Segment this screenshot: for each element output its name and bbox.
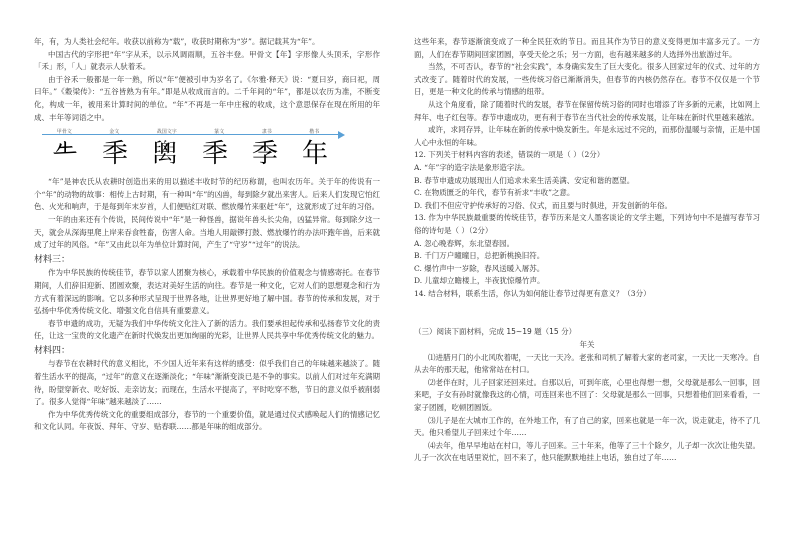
question-option: C. 爆竹声中一岁除，春风送暖入屠苏。 (414, 263, 545, 273)
script-label: 隶书 (261, 129, 272, 136)
continue-paragraph: 当然，不可否认，春节的“社会实践”，本身确实发生了巨大变化。很多人回家过年的仪式、过年的方式改变了。随着时代的发展，一些传统习俗已渐渐消失，但春节的内核仍然存在。春节不仅仅是一个节日，更是一种文化的传承与情感的纽带。 (414, 62, 760, 97)
legend-paragraph: 一年的由来还有个传说，民间传说中“年”是一种怪兽，据说年兽头长尖角，凶猛异常。每到除夕这一天，就会从深海里爬上岸来吞食牲畜，伤害人命。当地人用敲锣打鼓、燃放爆竹的办法吓跑年兽，后来就成了过年的风俗。“年”又由此以年为单位计算时间，产生了“守岁”“过年”的说法。 (34, 214, 380, 250)
intro-paragraph: 中国古代的字形把“年”字从禾，以示风调雨顺，五谷丰登。甲骨文【年】字形像人头顶禾，字形作「禾」形，「人」就表示人驮着禾。 (34, 49, 380, 72)
right-column (414, 36, 760, 465)
intro-paragraph: 由于谷禾一般都是一年一熟，所以“年”便被引申为岁名了。《尔雅·释天》说：“夏曰岁，商曰祀，周曰年。”《穀梁传》：“五谷皆熟为有年。”即是从收成而言的。二千年间的“年”，都是以农历为准，不断变化，构成一年，被用来计算时间的单位。“年”不再是一年中庄稼的收成，这个意思保存在现在所用的年成、丰年等词语之中。 (34, 74, 380, 122)
legend-paragraph: “年”是神农氏从农耕时创造出来的用以描述丰收时节的纪历称谓，也叫农历年。关于年的传说有一个“年”的动物的故事：相传上古时期，有一种叫“年”的凶兽，每到除夕就出来害人。后来人们发现它怕红色、火光和响声，于是每到年末岁首，人们便贴红对联、燃放爆竹来驱赶“年”，这就形成了过年的习俗。 (34, 177, 380, 212)
script-label: 楷书 (309, 129, 320, 136)
glyph-clerical: 季 (251, 139, 278, 170)
continue-paragraph: 从这个角度看，除了随着时代的发展，春节在保留传统习俗的同时也增添了许多新的元素，比如网上拜年、电子红包等。春节申遗成功，更有利于春节在当代社会的传承发展，让年味在新时代里越来越浓。 (414, 99, 760, 122)
glyph-seal: 秊 (201, 139, 228, 170)
question-option: D. 我们不但应守护传承好的习俗、仪式，而且要与时俱进，开发创新的年俗。 (414, 200, 673, 210)
script-label: 战国文字 (156, 129, 177, 136)
question-option: A. 忽心晚春辉，东北望春园。 (414, 238, 515, 248)
material3-title: 材料三： (34, 254, 71, 265)
material4-title: 材料四： (34, 345, 71, 356)
script-label: 甲骨文 (56, 129, 72, 136)
intro-paragraph: 年，有，为人类社会纪年。收获以前称为“载”，收获时期称为“岁”。据记载其为“年”。 (34, 37, 320, 46)
reading-paragraph: ⑷去年，他早早地站在村口，等儿子回来。三十年来，他等了三十个除夕，儿子却一次次让他失望。儿子一次次在电话里说忙，回不来了，他只能默默地挂上电话，独自过了年…… (414, 440, 760, 463)
question-option: B. 春节申遗成功展现出人们追求未来生活美满、安定和谐的愿望。 (414, 175, 635, 185)
material4-paragraph: 与春节在农耕时代的意义相比，不少国人近年来有这样的感受：似乎我们自己的年味越来越淡了。随着生活水平的提高，“过年”的意义在逐渐淡化；“年味”渐渐变淡已是不争的事实。以前人们对过年充满期待，盼望穿新衣、吃好饭、走亲访友；而现在，生活水平提高了，平时吃穿不愁，节日的意义似乎被削弱了。很多人觉得“年味”越来越淡了…… (34, 359, 380, 407)
continue-paragraph: 或许，求同存异，让年味在新的传承中焕发新生。年是永远过不完的，而那份温暖与亲情，正是中国人心中永恒的年味。 (414, 125, 760, 147)
question-option: D. 儿童却立瞻楼上，半夜犹惊爆竹声。 (414, 276, 545, 286)
continue-paragraph: 这些年来，春节逐渐演变成了一种全民狂欢的节日。而且其作为节日的意义变得更加丰富多元了。一方面，人们在春节期间回家团圆，享受天伦之乐；另一方面，也有越来越多的人选择外出旅游过年。 (414, 37, 760, 59)
question-option: B. 千门万户曈曈日，总把新桃换旧符。 (414, 251, 545, 261)
question-13-stem: 13. 作为中华民族最重要的传统佳节，春节历来是文人墨客谈论的文学主题，下列诗句中不是描写春节习俗的诗句是（ ）（2分） (414, 213, 760, 235)
glyph-regular: 年 (301, 139, 328, 170)
reading-title: 年关 (579, 340, 595, 350)
question-12-stem: 12. 下列关于材料内容的表述，错误的一项是（ ）（2分） (414, 150, 605, 160)
script-label: 篆文 (214, 129, 225, 136)
material3-paragraph: 作为中华民族的传统佳节，春节以家人团聚为核心，承载着中华民族的价值观念与情感寄托。在春节期间，人们辞旧迎新、团圆欢聚，表达对美好生活的向往。春节是一种文化，它对人们的思想观念和行为方式有着深远的影响。它以多种形式呈现于世界各地，让世界更好地了解中国。春节的传承和发展，对于弘扬中华优秀传统文化、增强文化自信具有重要意义。 (34, 268, 380, 316)
script-style-labels (38, 126, 338, 139)
question-option: A. “年”字的造字法是象形造字法。 (414, 162, 530, 172)
left-column (34, 36, 380, 434)
glyph-bronze: 秊 (101, 139, 128, 170)
reading-paragraph: ⑶儿子是在大城市工作的，在外地工作，有了自己的家，回来也就是一年一次，说走就走，待不了几天。他只希望儿子回来过个年…… (414, 415, 760, 438)
material4-paragraph: 作为中华优秀传统文化的重要组成部分，春节的一个重要价值，就是通过仪式感唤起人们的情感记忆和文化认同。年夜饭、拜年、守岁、贴春联……都是年味的组成部分。 (34, 409, 380, 432)
material3-paragraph: 春节申遗的成功，无疑为我们中华传统文化注入了新的活力。我们要承担起传承和弘扬春节文化的责任，让这一宝贵的文化遗产在新时代焕发出更加绚丽的光彩，让世界人民共享中华优秀传统文化的魅力。 (34, 318, 380, 341)
script-glyphs (40, 138, 340, 170)
reading-section-heading: （三）阅读下面材料，完成 15~19 题（15 分） (414, 327, 577, 337)
reading-paragraph: ⑵老伴在时，儿子回家还回来过。自那以后，可到年底，心里也得想一想，父母就是那么一回事，回来吧，子女有孙时就像我这的心情，可连回来也不回了：父母就是那么一回事，只想着他们回来看看，一家子团圆，吃顿团圆饭。 (414, 377, 760, 413)
reading-paragraph: ⑴进腊月门的小北风吹着呢，一天比一天冷。老张和司机了解着大家的老司家，一天比一天寒冷。自从去年的那天起，他常常站在村口。 (414, 352, 760, 375)
glyph-warring-states: 𥝈 (151, 139, 178, 170)
question-14-stem: 14. 结合材料，联系生活，你认为如何能让春节过得更有意义？（3分） (414, 288, 651, 298)
glyph-oracle: 𠂒 (51, 139, 78, 170)
question-option: C. 在物质匮乏的年代，春节有祈求“丰收”之意。 (414, 188, 575, 198)
character-evolution-figure (34, 126, 380, 174)
script-label: 金文 (109, 129, 120, 136)
